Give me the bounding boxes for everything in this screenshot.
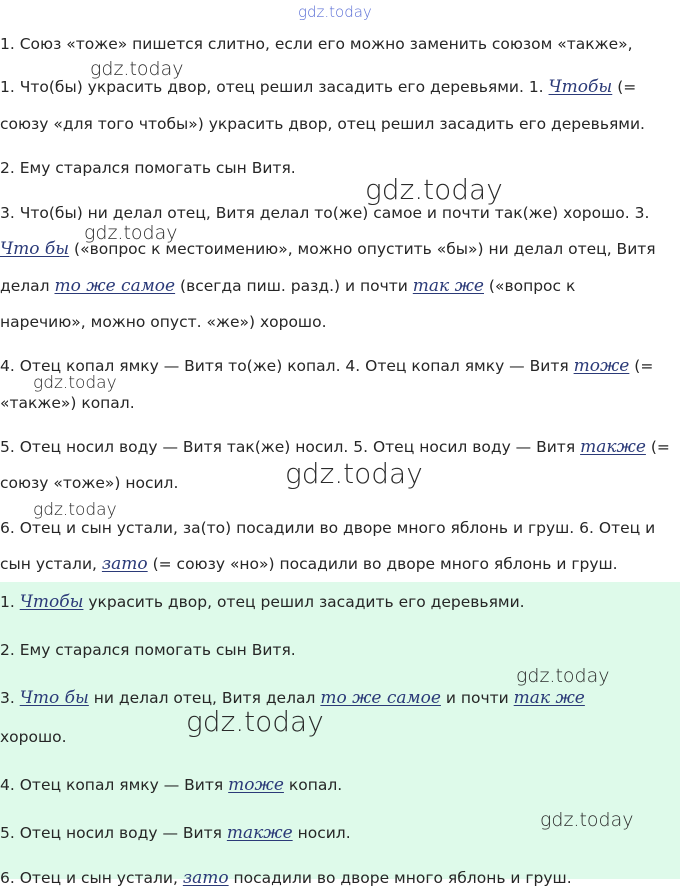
handwritten-word: Что бы [0, 239, 70, 259]
text-line-13 [0, 518, 655, 538]
handwritten-word: зато [101, 554, 148, 574]
watermark: gdz.today [90, 58, 184, 80]
text: посадили во дворе много яблонь и груш. [228, 869, 572, 887]
text: ни делал отец, Витя делал [88, 689, 321, 707]
text: наречию», можно опуст. «же») хорошо. [0, 313, 327, 331]
text-line-11 [0, 437, 670, 457]
answer-line-1 [0, 592, 525, 612]
text: (= союзу «но») посадили во дворе много яблонь и груш. [147, 555, 618, 573]
text: и почти [440, 689, 514, 707]
watermark: gdz.today [33, 373, 117, 393]
text: (всегда пиш. разд.) и почти [175, 277, 413, 295]
text: 4. Отец копал ямку — Витя то(же) копал. 4. Отец копал ямку — Витя [0, 357, 574, 375]
handwritten-word: так же [513, 688, 585, 708]
text-line-14 [0, 554, 618, 574]
text: 3. [0, 689, 20, 707]
handwritten-word: зато [182, 868, 229, 888]
text: 6. Отец и сын устали, за(то) посадили во дворе много яблонь и груш. 6. Отец и [0, 519, 656, 537]
handwritten-word: Чтобы [19, 592, 84, 612]
text-line-8 [0, 312, 327, 332]
text: 6. Отец и сын устали, [0, 869, 183, 887]
text: делал [0, 277, 55, 295]
text: (= [629, 357, 654, 375]
text: (= [645, 438, 670, 456]
text: 5. Отец носил воду — Витя так(же) носил. 5. Отец носил воду — Витя [0, 438, 581, 456]
handwritten-word: то же самое [320, 688, 441, 708]
handwritten-word: тоже [573, 356, 630, 376]
text: сын устали, [0, 555, 102, 573]
text: 5. Отец носил воду — Витя [0, 824, 227, 842]
text-line-2 [0, 77, 636, 97]
watermark: gdz.today [84, 222, 178, 244]
answer-line-7 [0, 868, 572, 888]
watermark: gdz.today [516, 665, 610, 687]
text: носил. [292, 824, 351, 842]
text: (= [612, 78, 637, 96]
handwritten-word: также [226, 823, 293, 843]
watermark: gdz.today [365, 173, 503, 206]
answer-line-6 [0, 823, 351, 843]
watermark: gdz.today [298, 3, 372, 21]
text: 3. Что(бы) ни делал отец, Витя делал то(же) самое и почти так(же) хорошо. 3. [0, 204, 650, 222]
text: союзу «тоже») носил. [0, 474, 179, 492]
text: 1. [0, 593, 20, 611]
answer-line-2 [0, 640, 296, 660]
watermark: gdz.today [186, 705, 324, 738]
watermark: gdz.today [285, 457, 423, 490]
text-line-3 [0, 114, 645, 134]
text: («вопрос к [484, 277, 576, 295]
text: 4. Отец копал ямку — Витя [0, 776, 229, 794]
text-line-10 [0, 393, 135, 413]
handwritten-word: Чтобы [548, 77, 613, 97]
handwritten-word: то же самое [54, 276, 176, 296]
handwritten-word: Что бы [19, 688, 89, 708]
answer-line-4 [0, 727, 67, 747]
handwritten-word: так же [412, 276, 484, 296]
text-line-5 [0, 203, 649, 223]
text: 2. Ему старался помогать сын Витя. [0, 641, 296, 659]
text: союзу «для того чтобы») украсить двор, отец решил засадить его деревьями. [0, 115, 645, 133]
text: 2. Ему старался помогать сын Витя. [0, 159, 296, 177]
handwritten-word: также [580, 437, 646, 457]
text: 1. Союз «тоже» пишется слитно, если его можно заменить союзом «также», [0, 35, 633, 53]
text: 1. Что(бы) украсить двор, отец решил засадить его деревьями. 1. [0, 78, 549, 96]
text: украсить двор, отец решил засадить его деревьями. [83, 593, 525, 611]
answer-line-5 [0, 775, 342, 795]
text-line-12 [0, 473, 178, 493]
text-line-4 [0, 158, 296, 178]
handwritten-word: тоже [228, 775, 284, 795]
watermark: gdz.today [540, 809, 634, 831]
watermark: gdz.today [33, 500, 117, 520]
text-line-1 [0, 34, 633, 54]
text: хорошо. [0, 728, 67, 746]
text: копал. [283, 776, 343, 794]
text-line-7 [0, 276, 575, 296]
text: «также») копал. [0, 394, 135, 412]
text: («вопрос к местоимению», можно опустить «бы») ни делал отец, Витя [69, 240, 656, 258]
